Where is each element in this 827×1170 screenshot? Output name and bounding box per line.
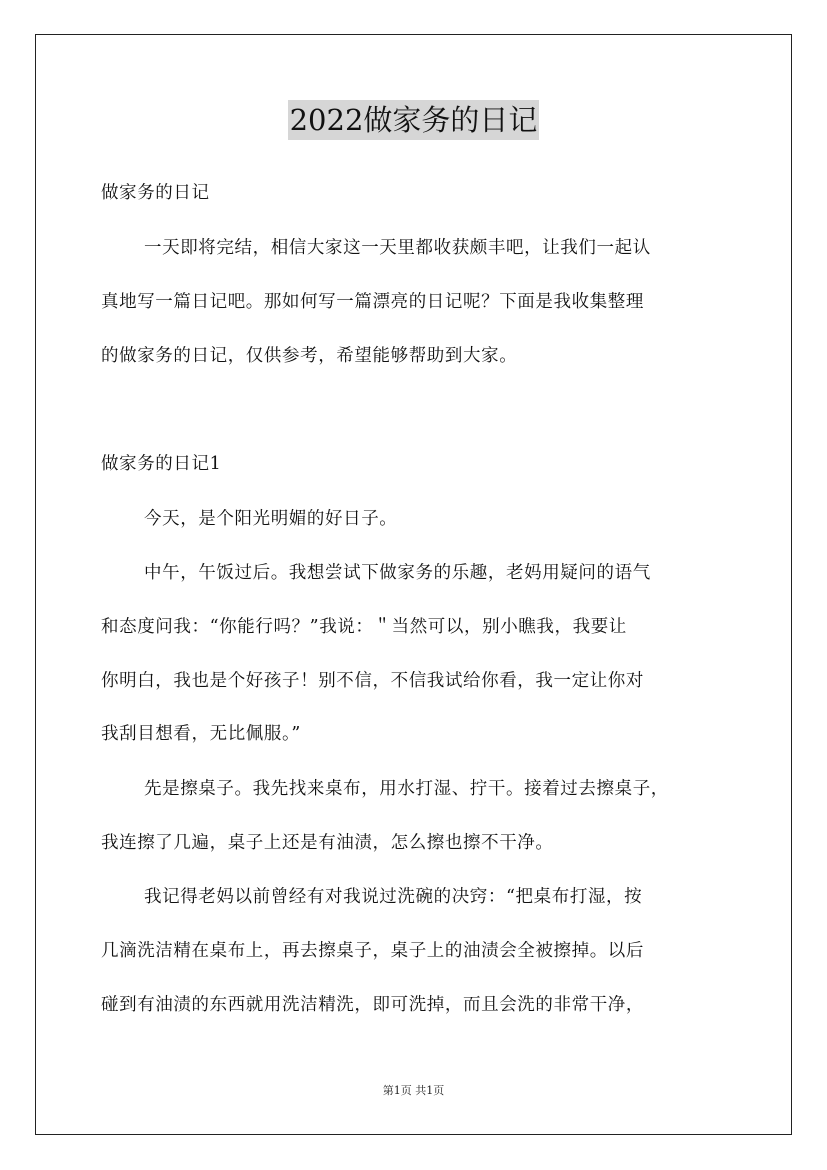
paragraph-line: 几滴洗洁精在桌布上，再去擦桌子，桌子上的油渍会全被擦掉。以后 [101, 941, 644, 961]
title-container [0, 100, 827, 140]
paragraph-line: 一天即将完结，相信大家这一天里都收获颇丰吧，让我们一起认 [144, 238, 651, 258]
paragraph-line: 我记得老妈以前曾经有对我说过洗碗的决窍：“把桌布打湿，按 [144, 887, 643, 907]
paragraph-line: 先是擦桌子。我先找来桌布，用水打湿、拧干。接着过去擦桌子， [144, 779, 669, 799]
paragraph-line: 我连擦了几遍，桌子上还是有油渍，怎么擦也擦不干净。 [101, 833, 554, 853]
section-heading: 做家务的日记1 [101, 454, 222, 474]
page-footer: 第1页 共1页 [382, 1084, 445, 1097]
section-heading: 做家务的日记 [101, 183, 210, 203]
paragraph-line: 今天，是个阳光明媚的好日子。 [144, 509, 398, 529]
paragraph-line: 真地写一篇日记吧。那如何写一篇漂亮的日记呢？下面是我收集整理 [101, 292, 644, 312]
paragraph-line: 你明白，我也是个好孩子！别不信，不信我试给你看，我一定让你对 [101, 671, 644, 691]
document-title: 2022做家务的日记 [288, 100, 540, 140]
paragraph-line: 我刮目想看，无比佩服。” [101, 724, 301, 744]
paragraph-line: 和态度问我：“你能行吗？”我说：＂当然可以，别小瞧我，我要让 [101, 617, 627, 637]
paragraph-line: 碰到有油渍的东西就用洗洁精洗，即可洗掉，而且会洗的非常干净， [101, 995, 644, 1015]
paragraph-line: 的做家务的日记，仅供参考，希望能够帮助到大家。 [101, 346, 518, 366]
paragraph-line: 中午，午饭过后。我想尝试下做家务的乐趣，老妈用疑问的语气 [144, 563, 651, 583]
